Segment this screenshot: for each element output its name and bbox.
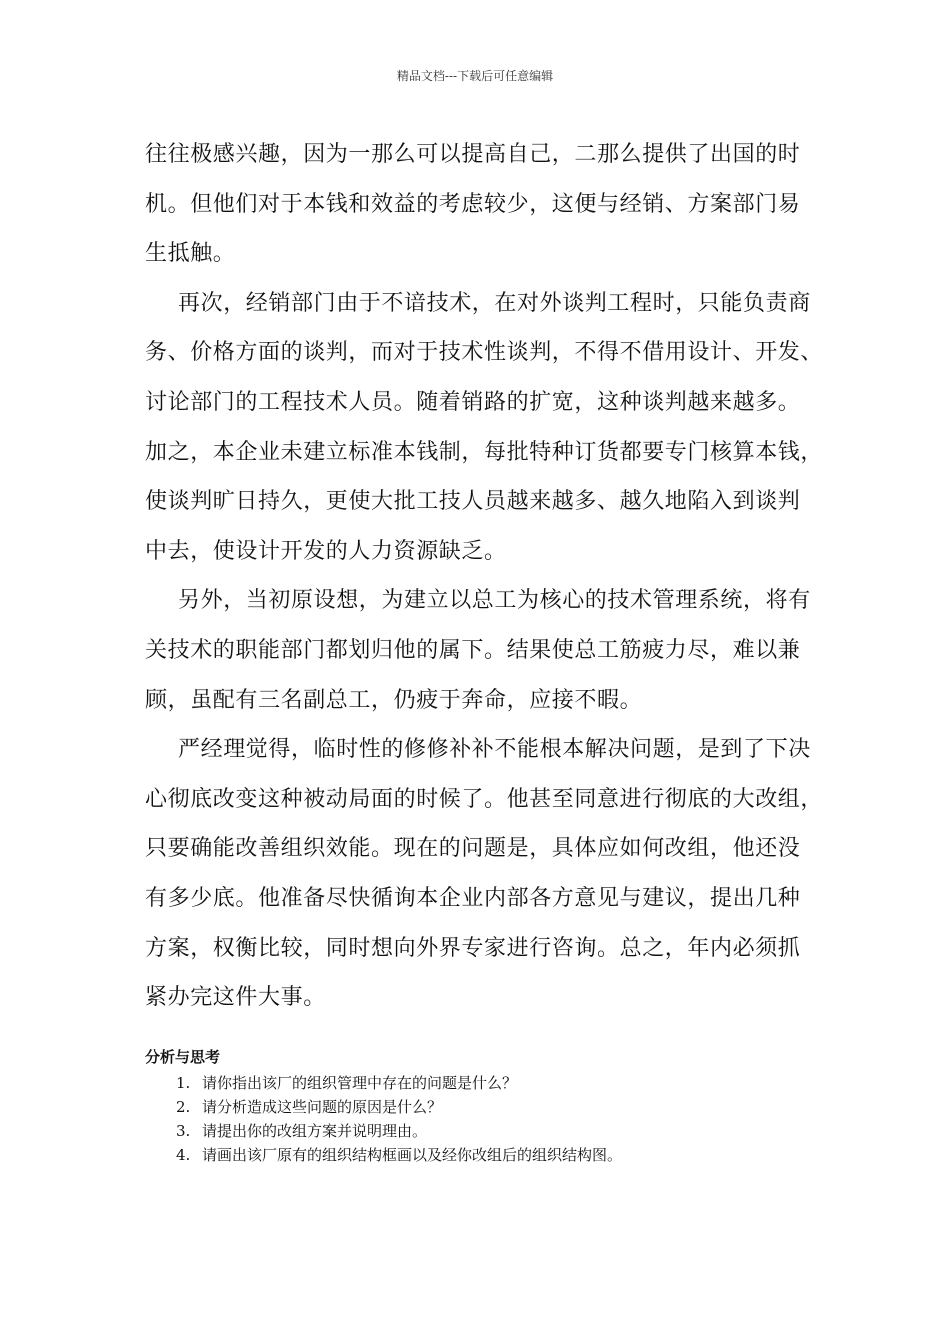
text-line: 顾，虽配有三名副总工，仍疲于奔命，应接不暇。: [145, 687, 643, 713]
paragraph: [145, 725, 835, 1023]
question-text: 请你指出该厂的组织管理中存在的问题是什么？: [202, 1074, 518, 1092]
section-title: 分析与思考: [145, 1048, 221, 1066]
page-header: 精品文档---下载后可任意编辑: [396, 69, 554, 83]
text-line: 使谈判旷日持久，更使大批工技人员越来越多、越久地陷入到谈判: [145, 489, 801, 515]
document-body: [145, 130, 835, 1023]
paragraph: [145, 130, 835, 279]
paragraph: [145, 279, 835, 577]
question-text: 请分析造成这些问题的原因是什么？: [202, 1098, 443, 1116]
text-line: 另外，当初原设想，为建立以总工为核心的技术管理系统，将有: [178, 588, 811, 614]
text-line: 关技术的职能部门都划归他的属下。结果使总工筋疲力尽，难以兼: [145, 637, 801, 663]
question-text: 请提出你的改组方案并说明理由。: [202, 1122, 428, 1140]
question-text: 请画出该厂原有的组织结构框画以及经你改组后的组织结构图。: [202, 1146, 623, 1164]
text-line: 严经理觉得，临时性的修修补补不能根本解决问题，是到了下决: [178, 737, 811, 763]
question-list: [176, 1071, 622, 1167]
text-line: 务、价格方面的谈判，而对于技术性谈判，不得不借用设计、开发、: [145, 340, 824, 366]
question-number: 1.: [176, 1074, 191, 1092]
question-item: [176, 1143, 622, 1167]
text-line: 中去，使设计开发的人力资源缺乏。: [145, 538, 507, 564]
question-number: 3.: [176, 1122, 191, 1140]
text-line: 讨论部门的工程技术人员。随着销路的扩宽，这种谈判越来越多。: [145, 389, 801, 415]
text-line: 心彻底改变这种被动局面的时候了。他甚至同意进行彻底的大改组，: [145, 786, 824, 812]
text-line: 紧办完这件大事。: [145, 985, 326, 1011]
question-number: 2.: [176, 1098, 191, 1116]
question-item: [176, 1095, 622, 1119]
text-line: 机。但他们对于本钱和效益的考虑较少，这便与经销、方案部门易: [145, 191, 801, 217]
question-number: 4.: [176, 1146, 191, 1164]
text-line: 生抵触。: [145, 241, 236, 267]
question-item: [176, 1071, 622, 1095]
text-line: 有多少底。他准备尽快循询本企业内部各方意见与建议，提出几种: [145, 885, 801, 911]
text-line: 只要确能改善组织效能。现在的问题是，具体应如何改组，他还没: [145, 836, 801, 862]
text-line: 方案，权衡比较，同时想向外界专家进行咨询。总之，年内必须抓: [145, 935, 801, 961]
question-item: [176, 1119, 622, 1143]
text-line: 再次，经销部门由于不谙技术，在对外谈判工程时，只能负责商: [178, 290, 811, 316]
paragraph: [145, 576, 835, 725]
text-line: 加之，本企业未建立标准本钱制，每批特种订货都要专门核算本钱，: [145, 439, 824, 465]
text-line: 往往极感兴趣，因为一那么可以提高自己，二那么提供了出国的时: [145, 142, 801, 167]
